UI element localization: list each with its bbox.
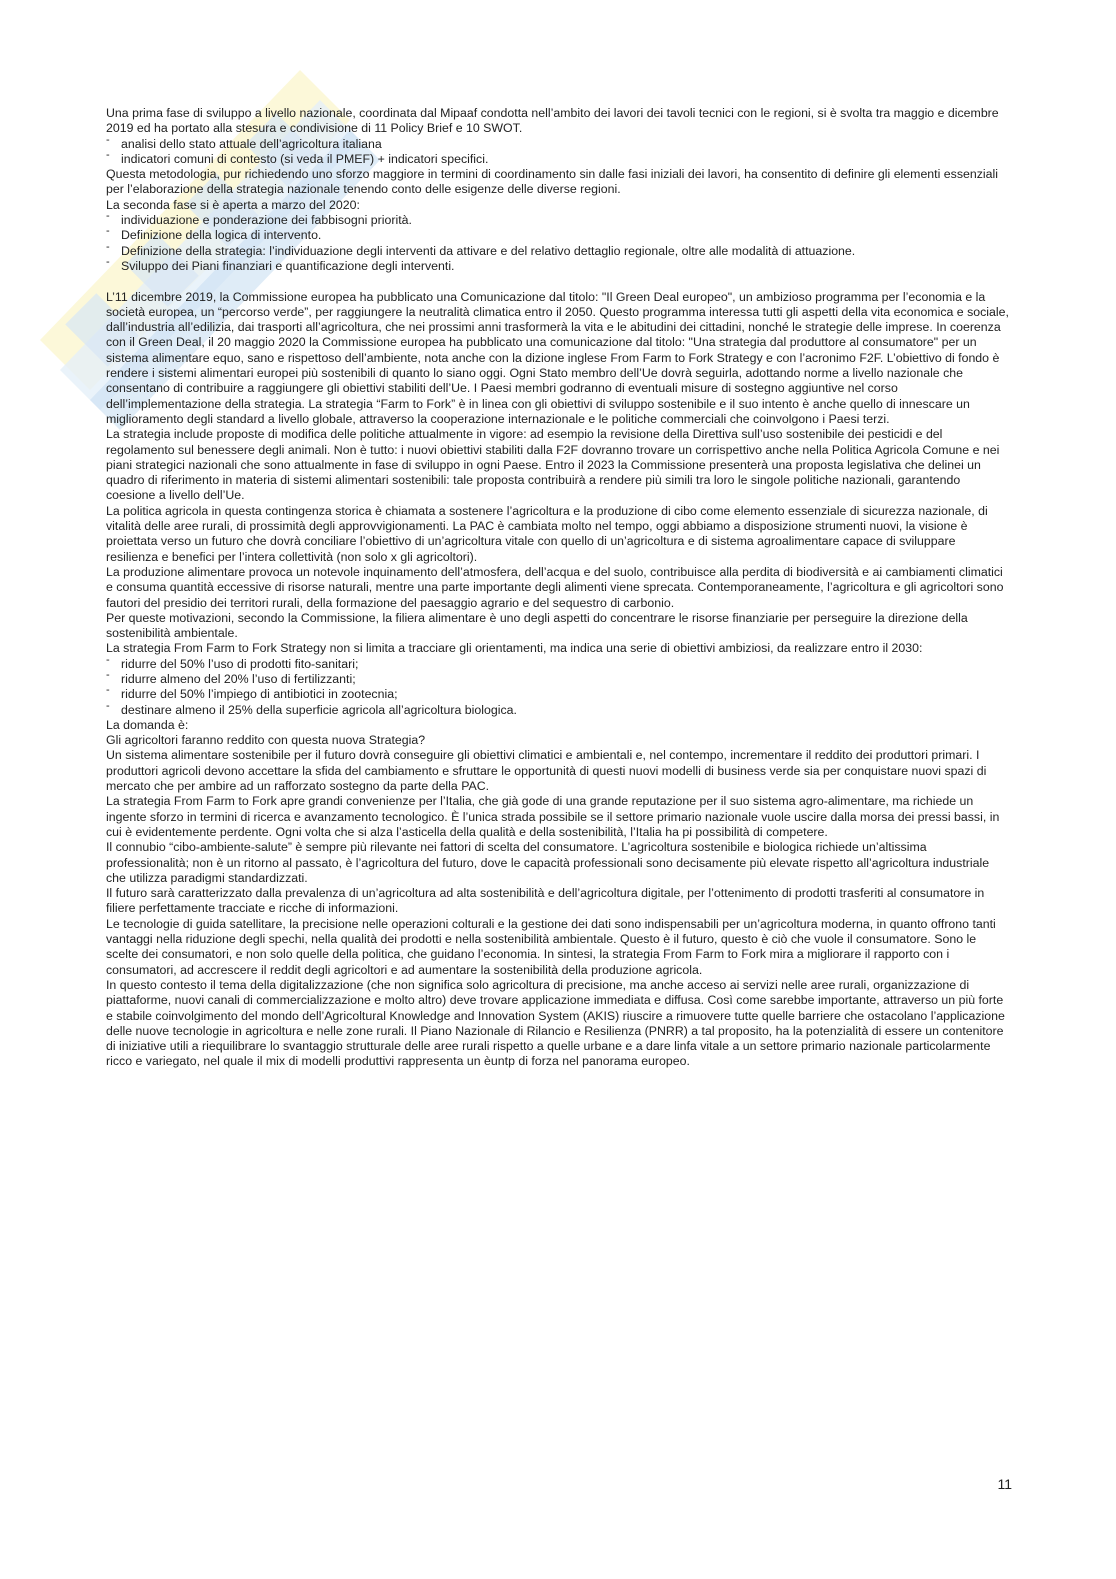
list-item: - ridurre almeno del 20% l’uso di fertilizzanti; [106, 672, 1011, 687]
paragraph: La politica agricola in questa contingenza storica è chiamata a sostenere l’agricoltura e la produzione di cibo come elemento essenziale di sicurezza nazionale, di vitalità delle aree rurali, di prossimità degli approvvigionamenti. La PAC è cambiata molto nel tempo, oggi abbiamo a disposizione strumenti nuovi, la visione è proiettata verso un futuro che dovrà conciliare l’obiettivo di un’agricoltura vitale con quello di un’agricoltura e di sistema agroalimentare capace di sviluppare resilienza e benefici per l’intera collettività (non solo x gli agricoltori). [106, 503, 988, 564]
list-item: - individuazione e ponderazione dei fabbisogni priorità. [106, 213, 1011, 228]
phase-list [106, 213, 1011, 274]
list-item: - indicatori comuni di contesto (si veda il PMEF) + indicatori specifici. [106, 152, 1011, 167]
list-item: - Sviluppo dei Piani finanziari e quantificazione degli interventi. [106, 259, 1011, 274]
paragraph: Il connubio “cibo-ambiente-salute” è sempre più rilevante nei fattori di scelta del consumatore. L’agricoltura sostenibile e biologica richiede un’altissima professionalità; non è un ritorno al passato, è l’agricoltura del futuro, dove le capacità professionali sono decisamente più elevate rispetto all’agricoltura industriale che utilizza paradigmi standardizzati. [106, 840, 990, 885]
intro-paragraph: Una prima fase di sviluppo a livello nazionale, coordinata dal Mipaaf condotta nell’ambito dei lavori dei tavoli tecnici con le regioni, si è svolta tra maggio e dicembre 2019 ed ha portato alla stesura e condivisione di 11 Policy Brief e 10 SWOT. [106, 106, 999, 136]
paragraph: La strategia include proposte di modifica delle politiche attualmente in vigore: ad esempio la revisione della Direttiva sull’uso sostenibile dei pesticidi e del regolamento sul benessere degli animali. Non è tutto: i nuovi obiettivi stabiliti dalla F2F dovranno trovare un corrispettivo anche nella Politica Agricola Comune e nei piani strategici nazionali che sono attualmente in fase di sviluppo in ogni Paese. Entro il 2023 la Commissione presenterà una proposta legislativa che delinei un quadro di riferimento in materia di sistemi alimentari sostenibili: tale proposta contribuirà a rendere più simili tra loro le singole politiche nazionali, garantendo coesione a livello dell’Ue. [106, 427, 1000, 503]
analysis-list [106, 137, 1011, 168]
paragraph: Le tecnologie di guida satellitare, la precisione nelle operazioni colturali e la gestione dei dati sono indispensabili per un’agricoltura moderna, in quanto offrono tanti vantaggi nella riduzione degli spechi, nella qualità dei prodotti e nella sostenibilità ambientale. Questo è il futuro, questo è ciò che vuole il consumatore. Sono le scelte dei consumatori, e non solo quelle della politica, che guidano l’economia. In sintesi, la strategia From Farm to Fork mira a migliorare il rapporto con i consumatori, ad accrescere il reddit degli agricoltori e ad aumentare la sostenibilità della produzione agricola. [106, 916, 996, 977]
paragraph: Per queste motivazioni, secondo la Commissione, la filiera alimentare è uno degli aspetti do concentrare le risorse finanziarie per perseguire la direzione della sostenibilità ambientale. [106, 610, 968, 641]
paragraph: L’11 dicembre 2019, la Commissione europea ha pubblicato una Comunicazione dal titolo: "Il Green Deal europeo", un ambizioso programma per l’economia e la società europea, un “percorso verde”, per raggiungere la neutralità climatica entro il 2050. Questo programma interessa tutti gli aspetti della vita economica e sociale, dall’industria all’edilizia, dai trasporti all’agricoltura, che nei prossimi anni trasformerà la vita e le abitudini dei cittadini, nonché le strategie delle imprese. In coerenza con il Green Deal, il 20 maggio 2020 la Commissione europea ha pubblicato una comunicazione dal titolo: "Una strategia dal produttore al consumatore" per un sistema alimentare equo, sano e rispettoso dell’ambiente, nota anche con la dizione inglese From Farm to Fork Strategy e con l’acronimo F2F. L’obiettivo di fondo è rendere i sistemi alimentari europei più sostenibili di quanto lo siano oggi. Ogni Stato membro dell’Ue dovrà seguirla, adottando norme a livello nazionale che consentano di contribuire a raggiungere gli obiettivi stabiliti dell’Ue. I Paesi membri godranno di eventuali misure di sostegno aggiuntive nel corso dell’implementazione della strategia. La strategia “Farm to Fork” è in linea con gli obiettivi di sviluppo sostenibile e il suo intento è anche quello di innescare un miglioramento degli standard a livello globale, attraverso la cooperazione internazionale e le politiche commerciali che coinvolgono i Paesi terzi. [106, 289, 1009, 426]
list-item: - Definizione della logica di intervento. [106, 228, 1011, 243]
paragraph: La strategia From Farm to Fork apre grandi convenienze per l’Italia, che già gode di una grande reputazione per il suo sistema agro-alimentare, ma richiede un ingente sforzo in termini di ricerca e avanzamento tecnologico. È l’unica strada possibile se il settore primario nazionale vuole uscire dalla morsa dei pressi bassi, in cui è evidentemente perdente. Ogni volta che si alza l’asticella della qualità e della sostenibilità, l’Italia ha pi possibilità di competere. [106, 794, 1000, 839]
list-item: - analisi dello stato attuale dell’agricoltura italiana [106, 137, 1011, 152]
paragraph: In questo contesto il tema della digitalizzazione (che non significa solo agricoltura di precisione, ma anche acceso ai servizi nelle aree rurali, organizzazione di piattaforme, nuovi canali di commercializzazione e molto altro) deve trovare applicazione immediata e diffusa. Così come sarebbe importante, attraverso un più forte e stabile coinvolgimento del mondo dell’Agricoltural Knowledge and Innovation System (AKIS) riuscire a rimuovere tutte quelle barriere che ostacolano l’applicazione delle nuove tecnologie in agricoltura e nelle zone rurali. Il Piano Nazionale di Rilancio e Resilienza (PNRR) a tal proposito, ha la potenzialità di essere un contenitore di iniziative utili a riequilibrare lo svantaggio strutturale delle aree rurali rispetto a quelle urbane e a dare linfa vitale a un settore primario nazionale particolarmente ricco e variegato, nel quale il mix di modelli produttivi rappresenta un èuntp di forza nel panorama europeo. [106, 977, 1005, 1069]
second-phase-paragraph: La seconda fase si è aperta a marzo del 2020: [106, 197, 360, 212]
paragraph: Un sistema alimentare sostenibile per il futuro dovrà conseguire gli obiettivi climatici e ambientali e, nel contempo, incrementare il reddito dei produttori primari. I produttori agricoli devono accettare la sfida del cambiamento e sfruttare le opportunità di questi nuovi modelli di business verde sia per conquistare nuovi spazi di mercato che per ambire ad un rafforzato sostegno da parte della PAC. [106, 748, 987, 794]
spacer [106, 274, 1011, 289]
paragraph: La domanda è: [106, 717, 189, 732]
list-item: - ridurre del 50% l’impiego di antibiotici in zootecnia; [106, 687, 1011, 702]
paragraph: Il futuro sarà caratterizzato dalla prevalenza di un’agricoltura ad alta sostenibilità e dell’agricoltura digitale, per l’ottenimento di prodotti trasferiti al consumatore in filiere perfettamente tracciate e ricche di informazioni. [106, 886, 985, 916]
paragraph: La strategia From Farm to Fork Strategy non si limita a tracciare gli orientamenti, ma indica una serie di obiettivi ambiziosi, da realizzare entro il 2030: [106, 641, 923, 656]
paragraph: Gli agricoltori faranno reddito con questa nuova Strategia? [106, 733, 426, 748]
methodology-paragraph: Questa metodologia, pur richiedendo uno sforzo maggiore in termini di coordinamento sin dalle fasi iniziali dei lavori, ha consentito di definire gli elementi essenziali per l’elaborazione della strategia nazionale tenendo conto delle esigenze delle diverse regioni. [106, 167, 998, 197]
page-number: 11 [997, 1476, 1012, 1492]
list-item: - ridurre del 50% l’uso di prodotti fito-sanitari; [106, 657, 1011, 672]
targets-list [106, 657, 1011, 718]
list-item: - destinare almeno il 25% della superficie agricola all’agricoltura biologica. [106, 703, 1011, 718]
list-item: - Definizione della strategia: l’individuazione degli interventi da attivare e del relativo dettaglio regionale, oltre alle modalità di attuazione. [106, 244, 1011, 259]
document-body [106, 106, 1011, 1070]
paragraph: La produzione alimentare provoca un notevole inquinamento dell’atmosfera, dell’acqua e del suolo, contribuisce alla perdita di biodiversità e ai cambiamenti climatici e consuma quantità eccessive di risorse naturali, mentre una parte importante degli alimenti viene sprecata. Contemporaneamente, l’agricoltura e gli agricoltori sono fautori del presidio dei territori rurali, della formazione del paesaggio agrario e del sequestro di carbonio. [106, 564, 1004, 610]
